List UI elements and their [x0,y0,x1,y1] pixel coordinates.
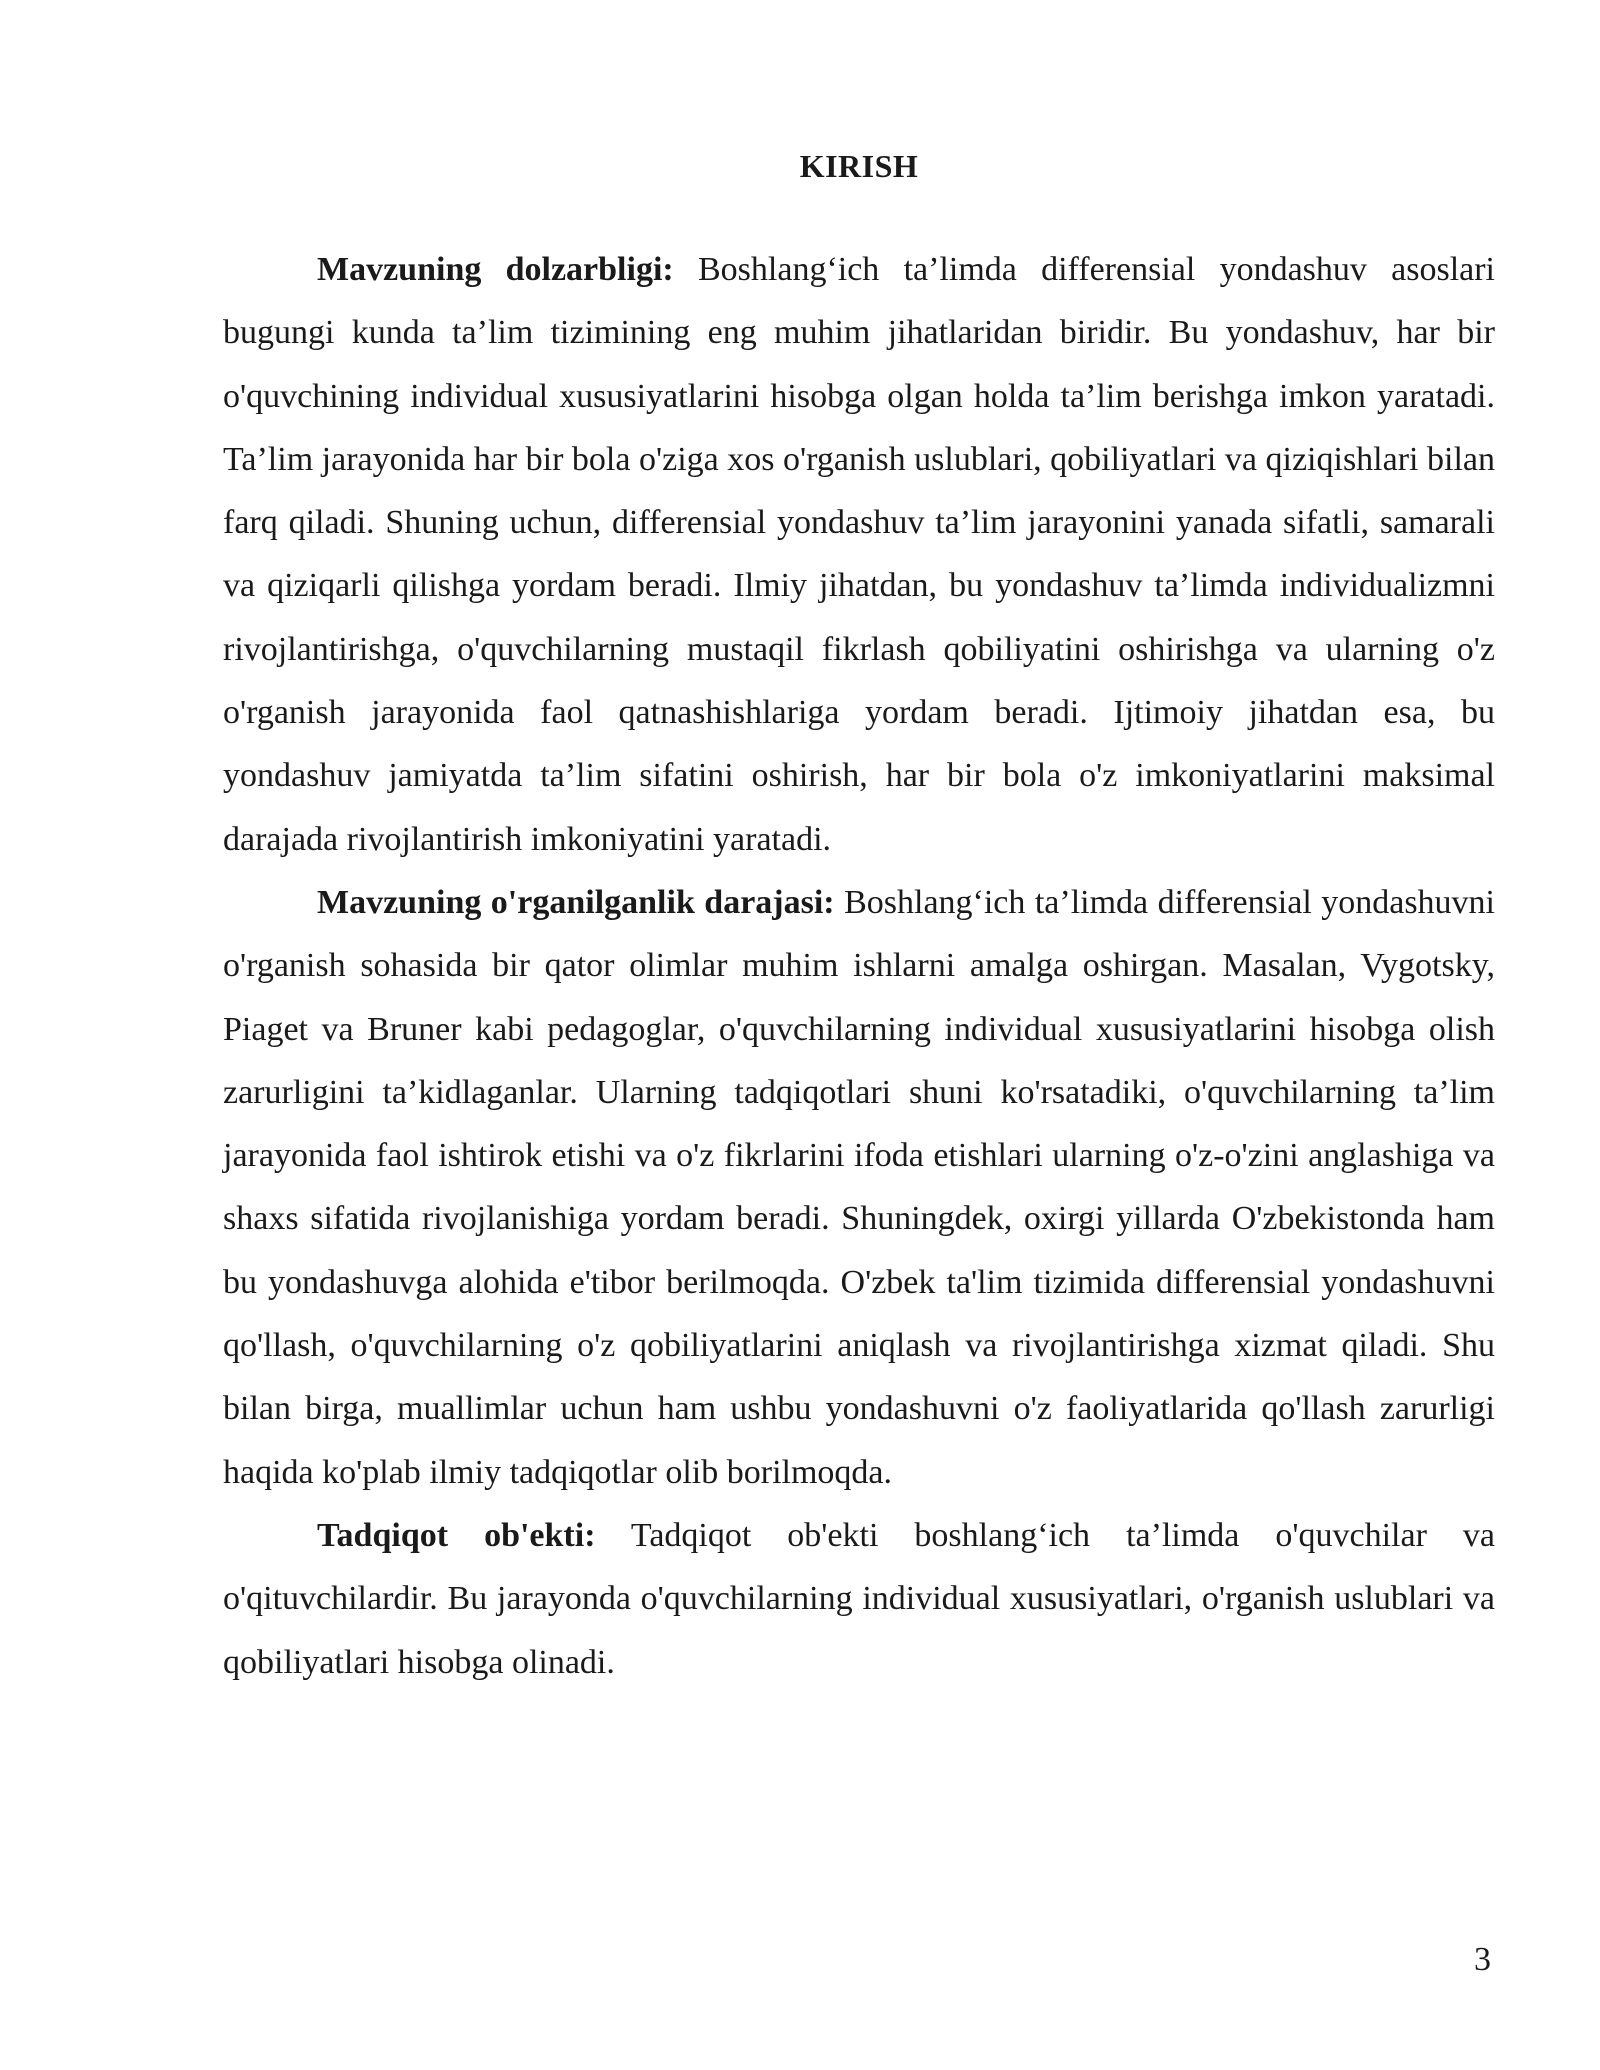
body-text [223,238,1495,1694]
page-number: 3 [1474,1941,1491,1978]
paragraph-research-object [223,1504,1495,1694]
page-title: KIRISH [799,148,919,184]
paragraph-text: Boshlang‘ich ta’limda differensial yondashuvni o'rganish sohasida bir qator olimlar muhim ishlarni amalga oshirgan. Masalan, Vygotsky, Piaget va Bruner kabi pedagoglar, o'quvchilarning individual xususiyatlarini hisobga olish zarurligini ta’kidlaganlar. Ularning tadqiqotlari shuni ko'rsatadiki, o'quvchilarning ta’lim jarayonida faol ishtirok etishi va o'z fikrlarini ifoda etishlari ularning o'z-o'zini anglashiga va shaxs sifatida rivojlanishiga yordam beradi. Shuningdek, oxirgi yillarda O'zbekistonda ham bu yondashuvga alohida e'tibor berilmoqda. O'zbek ta'lim tizimida differensial yondashuvni qo'llash, o'quvchilarning o'z qobiliyatlarini aniqlash va rivojlantirishga xizmat qiladi. Shu bilan birga, muallimlar uchun ham ushbu yondashuvni o'z faoliyatlarida qo'llash zarurligi haqida ko'plab ilmiy tadqiqotlar olib borilmoqda. [223,883,1496,1491]
paragraph-lead: Mavzuning o'rganilganlik darajasi: [317,883,835,921]
paragraph-relevance [223,238,1495,871]
paragraph-lead: Mavzuning dolzarbligi: [317,251,674,288]
paragraph-text: Tadqiqot ob'ekti boshlang‘ich ta’limda o'quvchilar va o'qituvchilardir. Bu jarayonda o'quvchilarning individual xususiyatlari, o'rganish uslublari va qobiliyatlari hisobga olinadi. [223,1516,1495,1681]
paragraph-study-level [223,871,1495,1504]
paragraph-text: Boshlang‘ich ta’limda differensial yondashuv asoslari bugungi kunda ta’lim tizimining eng muhim jihatlaridan biridir. Bu yondashuv, har bir o'quvchining individual xususiyatlarini hisobga olgan holda ta’lim berishga imkon yaratadi. Ta’lim jarayonida har bir bola o'ziga xos o'rganish uslublari, qobiliyatlari va qiziqishlari bilan farq qiladi. Shuning uchun, differensial yondashuv ta’lim jarayonini yanada sifatli, samarali va qiziqarli qilishga yordam beradi. Ilmiy jihatdan, bu yondashuv ta’limda individualizmni rivojlantirishga, o'quvchilarning mustaqil fikrlash qobiliyatini oshirishga va ularning o'z o'rganish jarayonida faol qatnashishlariga yordam beradi. Ijtimoiy jihatdan esa, bu yondashuv jamiyatda ta’lim sifatini oshirish, har bir bola o'z imkoniyatlarini maksimal darajada rivojlantirish imkoniyatini yaratadi. [223,251,1496,858]
paragraph-lead: Tadqiqot ob'ekti: [317,1516,596,1554]
